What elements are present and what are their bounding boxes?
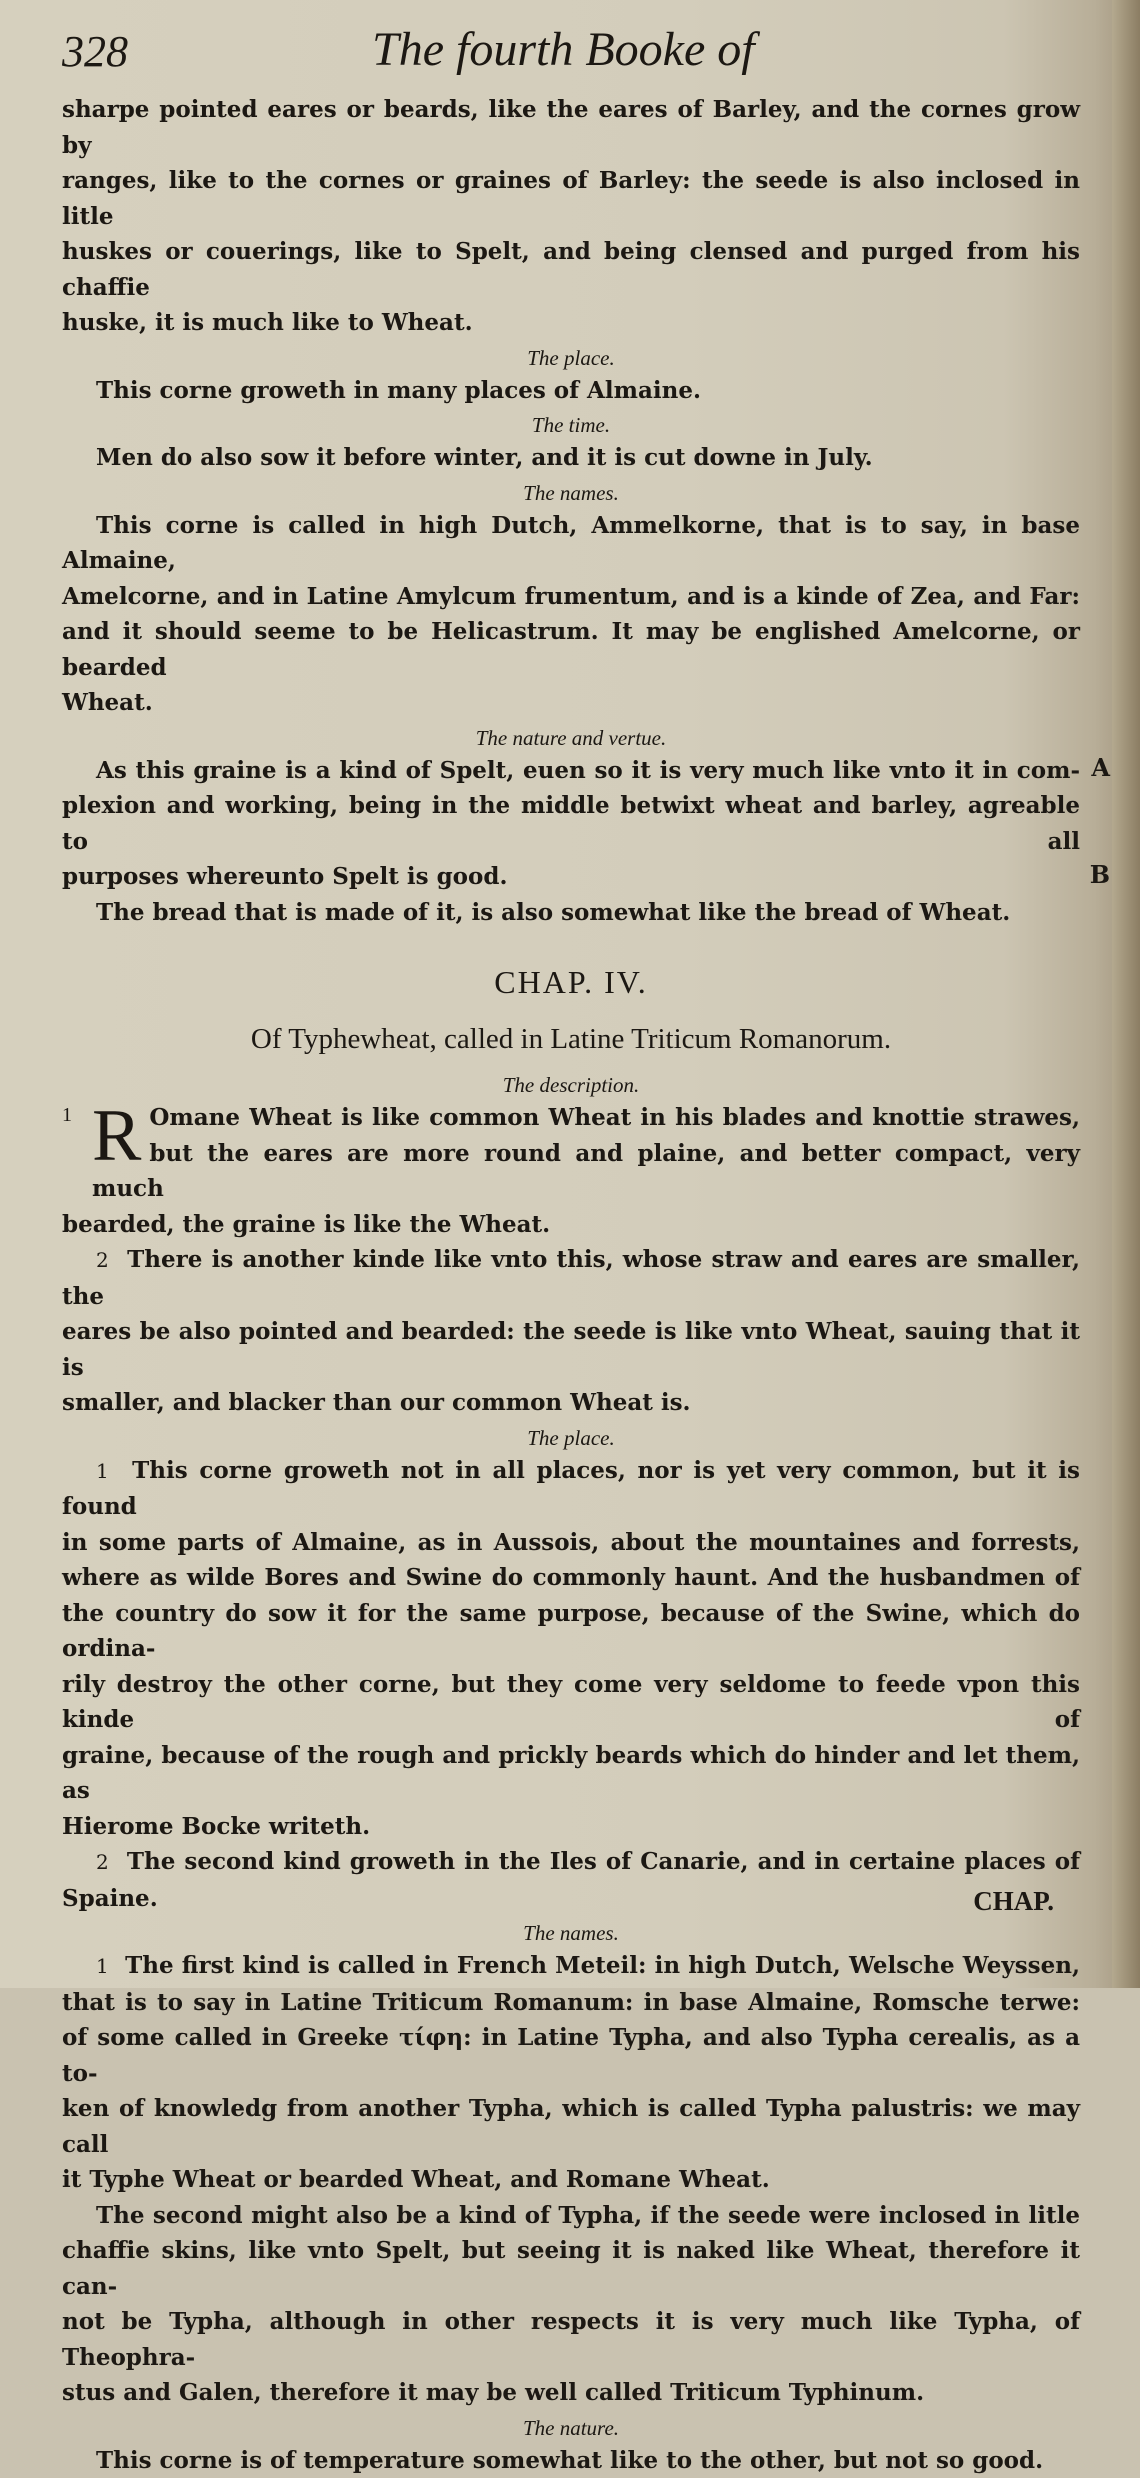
text-line: smaller, and blacker than our common Wheat is. <box>62 1385 1080 1421</box>
place-text: This corne groweth in many places of Almaine. <box>62 373 1080 409</box>
line-text: The second kind groweth in the Iles of Canarie, and in certaine places of <box>127 1848 1080 1875</box>
text-line: plexion and working, being in the middle betwixt wheat and barley, agreable to all <box>62 788 1080 859</box>
text-line: purposes whereunto Spelt is good. <box>62 859 1080 895</box>
text-line: Amelcorne, and in Latine Amylcum frumentum, and is a kinde of Zea, and Far: <box>62 579 1080 615</box>
text-line: of some called in Greeke τίφη: in Latine Typha, and also Typha cerealis, as a to- <box>62 2020 1080 2091</box>
names-paragraph-2 <box>62 2198 1080 2411</box>
text-line: The second might also be a kind of Typha, if the seede were inclosed in litle <box>62 2198 1080 2234</box>
text-line <box>62 1242 1080 1314</box>
text-line: and it should seeme to be Helicastrum. It may be englished Amelcorne, or bearded <box>62 614 1080 685</box>
line-text: The first kind is called in French Meteil: in high Dutch, Welsche Weyssen, <box>125 1952 1080 1979</box>
text-line: ranges, like to the cornes or graines of Barley: the seede is also inclosed in litle <box>62 163 1080 234</box>
line-text: There is another kinde like vnto this, whose straw and eares are smaller, the <box>62 1246 1080 1310</box>
text-line: Wheat. <box>62 685 1080 721</box>
description-paragraph-2 <box>62 1242 1080 1421</box>
text-line: it Typhe Wheat or bearded Wheat, and Romane Wheat. <box>62 2162 1080 2198</box>
text-line <box>62 1844 1080 1881</box>
text-line: sharpe pointed eares or beards, like the eares of Barley, and the cornes grow by <box>62 92 1080 163</box>
text-line: chaffie skins, like vnto Spelt, but seeing it is naked like Wheat, therefore it can- <box>62 2233 1080 2304</box>
page-gutter-shadow <box>1112 0 1140 1988</box>
paragraph-number: 2 <box>96 1248 109 1272</box>
text-line: graine, because of the rough and prickly beards which do hinder and let them, as <box>62 1738 1080 1809</box>
text-line: the country do sow it for the same purpose, because of the Swine, which do ordina- <box>62 1596 1080 1667</box>
nature-text: This corne is of temperature somewhat like to the other, but not so good. <box>62 2443 1080 2478</box>
text-line: in some parts of Almaine, as in Aussois, about the mountaines and forrests, <box>62 1525 1080 1561</box>
running-head <box>62 18 1080 92</box>
text-line: huskes or couerings, like to Spelt, and being clensed and purged from his chaffie <box>62 234 1080 305</box>
section-heading-names: The names. <box>62 1918 1080 1948</box>
text-line <box>62 1453 1080 1525</box>
running-title: The fourth Booke of <box>372 22 755 77</box>
text-line: that is to say in Latine Triticum Romanum: in base Almaine, Romsche terwe: <box>62 1985 1080 2021</box>
page-number: 328 <box>62 26 128 77</box>
chapter-number: CHAP. IV. <box>62 964 1080 1001</box>
nature-paragraph <box>62 753 1080 931</box>
section-heading-nature: The nature and vertue. <box>62 723 1080 753</box>
place-paragraph-2 <box>62 1844 1080 1916</box>
intro-paragraph <box>62 92 1080 341</box>
section-heading-place: The place. <box>62 1423 1080 1453</box>
text-line <box>62 1948 1080 1985</box>
text-line: eares be also pointed and bearded: the seede is like vnto Wheat, sauing that it is <box>62 1314 1080 1385</box>
time-text: Men do also sow it before winter, and it is cut downe in July. <box>62 440 1080 476</box>
text-line: bearded, the graine is like the Wheat. <box>62 1207 1080 1243</box>
description-paragraph-1 <box>62 1100 1080 1207</box>
section-heading-names: The names. <box>62 478 1080 508</box>
text-line: Omane Wheat is like common Wheat in his blades and knottie strawes, <box>92 1100 1080 1136</box>
text-line: The bread that is made of it, is also somewhat like the bread of Wheat. <box>62 895 1080 931</box>
text-line: As this graine is a kind of Spelt, euen so it is very much like vnto it in com- <box>62 753 1080 789</box>
text-line: stus and Galen, therefore it may be well called Triticum Typhinum. <box>62 2375 1080 2411</box>
paragraph-number: 2 <box>96 1850 109 1874</box>
catchword: CHAP. <box>973 1886 1054 1917</box>
section-heading-time: The time. <box>62 410 1080 440</box>
margin-letter-b: B <box>1090 860 1110 889</box>
section-heading-description: The description. <box>62 1070 1080 1100</box>
line-text: This corne groweth not in all places, nor is yet very common, but it is found <box>62 1457 1080 1521</box>
paragraph-number: 1 <box>62 1104 72 1127</box>
margin-letter-a: A <box>1091 753 1110 782</box>
section-heading-nature: The nature. <box>62 2413 1080 2443</box>
names-paragraph <box>62 508 1080 721</box>
text-line: but the eares are more round and plaine, and better compact, very much <box>92 1136 1080 1207</box>
text-line: Spaine. <box>62 1881 1080 1917</box>
text-line: rily destroy the other corne, but they come very seldome to feede vpon this kinde of <box>62 1667 1080 1738</box>
text-line: Hierome Bocke writeth. <box>62 1809 1080 1845</box>
text-line: huske, it is much like to Wheat. <box>62 305 1080 341</box>
text-line: This corne is called in high Dutch, Ammelkorne, that is to say, in base Almaine, <box>62 508 1080 579</box>
chapter-title: Of Typhewheat, called in Latine Triticum Romanorum. <box>62 1023 1080 1056</box>
text-line: not be Typha, although in other respects it is very much like Typha, of Theophra- <box>62 2304 1080 2375</box>
text-line: ken of knowledg from another Typha, which is called Typha palustris: we may call <box>62 2091 1080 2162</box>
paragraph-number: 1 <box>96 1459 109 1483</box>
paragraph-number: 1 <box>96 1954 109 1978</box>
text-line: where as wilde Bores and Swine do commonly haunt. And the husbandmen of <box>62 1560 1080 1596</box>
section-heading-place: The place. <box>62 343 1080 373</box>
drop-cap: R <box>92 1104 141 1168</box>
names-paragraph-1 <box>62 1948 1080 2198</box>
place-paragraph-1 <box>62 1453 1080 1845</box>
